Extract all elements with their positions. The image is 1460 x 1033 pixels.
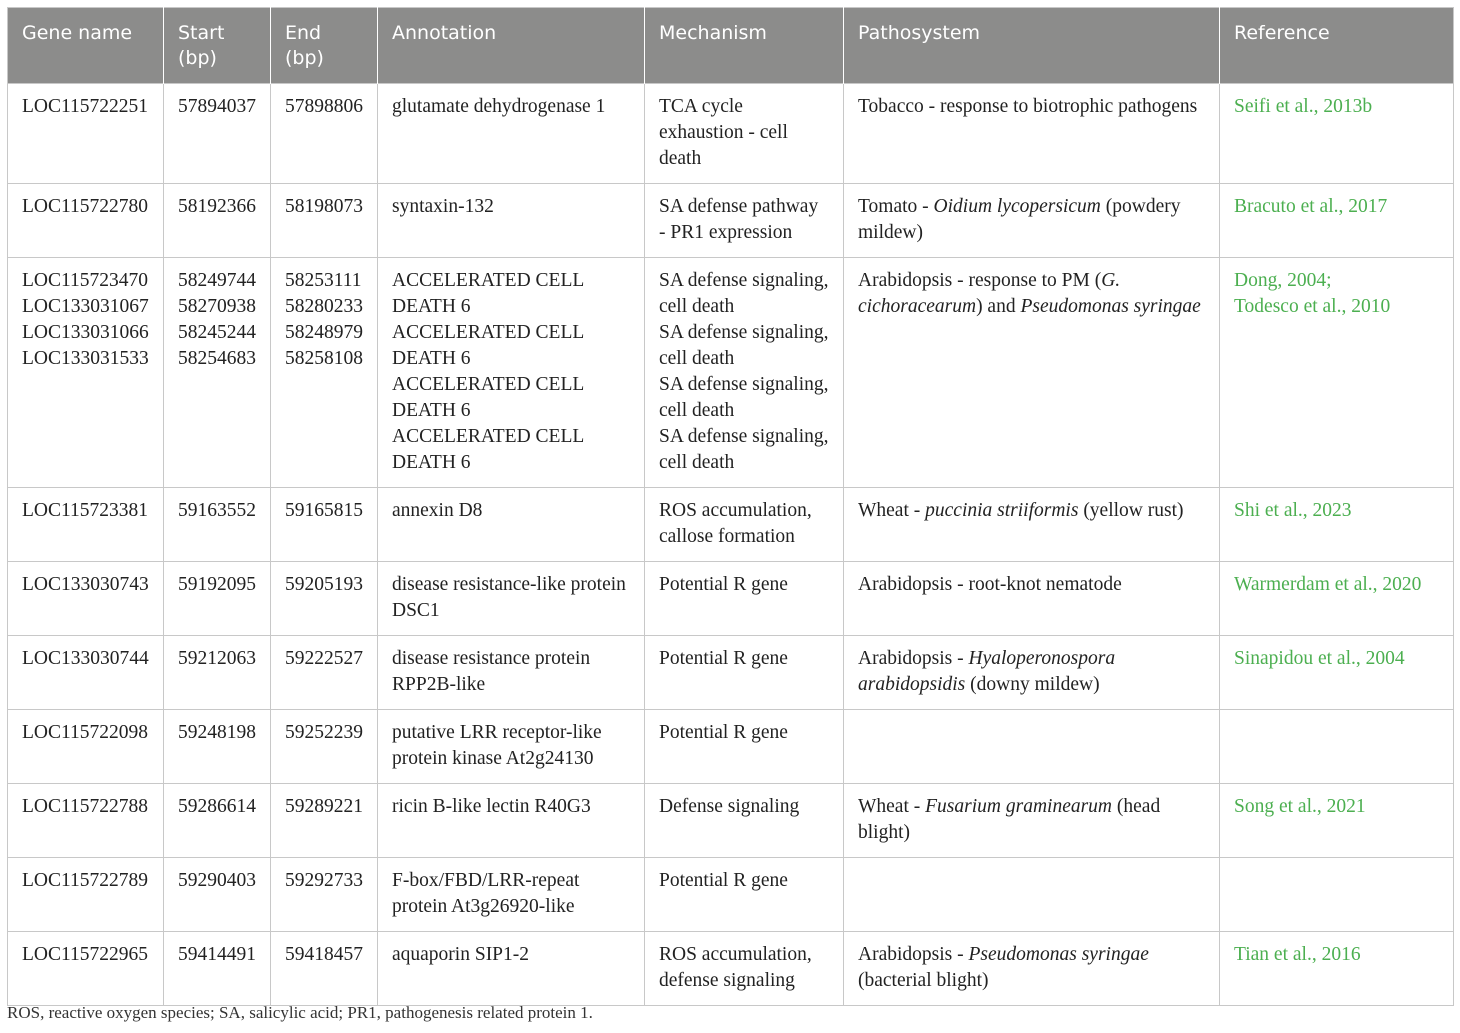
pathosystem-text: (yellow rust) [1078, 500, 1184, 521]
gene-name-cell [8, 858, 164, 932]
gene-name-cell-text: LOC115722965 [22, 944, 149, 965]
end-cell-text: 59292733 [285, 870, 363, 891]
start-cell [164, 84, 271, 184]
start-cell [164, 562, 271, 636]
pathosystem-text: Arabidopsis - [858, 944, 969, 965]
end-cell-text: 57898806 [285, 96, 363, 117]
mechanism-cell-text: Potential R gene [659, 722, 788, 743]
annotation-cell-text: disease resistance protein RPP2B-like [392, 648, 591, 695]
annotation-cell-text: putative LRR receptor-like protein kinase At2g24130 [392, 722, 602, 769]
annotation-cell [378, 258, 645, 488]
gene-name-cell-text: LOC115723381 [22, 500, 149, 521]
reference-cell [1220, 84, 1454, 184]
annotation-cell [378, 858, 645, 932]
annotation-cell [378, 636, 645, 710]
start-cell-text: 59286614 [178, 796, 256, 817]
mechanism-cell-text: ROS accumulation, defense signaling [659, 944, 812, 991]
pathosystem-cell [844, 562, 1220, 636]
table-row [8, 84, 1454, 184]
start-cell [164, 184, 271, 258]
pathosystem-text: Arabidopsis - root-knot nematode [858, 574, 1122, 595]
pathosystem-cell [844, 84, 1220, 184]
end-cell-text: 59418457 [285, 944, 363, 965]
gene-name-cell-text: LOC115722788 [22, 796, 149, 817]
annotation-cell [378, 488, 645, 562]
table-row [8, 710, 1454, 784]
reference-cell [1220, 258, 1454, 488]
table-row [8, 784, 1454, 858]
annotation-cell [378, 184, 645, 258]
pathosystem-cell [844, 636, 1220, 710]
header-gene-name: Gene name [8, 8, 164, 84]
end-cell-text: 59289221 [285, 796, 363, 817]
start-cell [164, 636, 271, 710]
mechanism-cell-text: TCA cycle exhaustion - cell death [659, 96, 788, 169]
gene-name-cell-text: LOC115723470 [22, 270, 149, 291]
end-cell-text: 59222527 [285, 648, 363, 669]
pathosystem-text: Arabidopsis - response to PM ( [858, 270, 1102, 291]
mechanism-cell-text: Potential R gene [659, 870, 788, 891]
start-cell [164, 784, 271, 858]
header-mechanism: Mechanism [645, 8, 844, 84]
annotation-cell-text: syntaxin-132 [392, 196, 494, 217]
table-body [8, 84, 1454, 1006]
annotation-cell [378, 784, 645, 858]
start-cell-text: 58245244 [178, 322, 256, 343]
pathosystem-cell [844, 932, 1220, 1006]
reference-cell-text[interactable]: Bracuto et al., 2017 [1234, 196, 1388, 217]
header-end: End (bp) [271, 8, 378, 84]
gene-name-cell [8, 184, 164, 258]
mechanism-cell-text: SA defense pathway - PR1 expression [659, 196, 819, 243]
pathosystem-cell [844, 710, 1220, 784]
pathosystem-cell [844, 784, 1220, 858]
gene-name-cell [8, 562, 164, 636]
table-row [8, 184, 1454, 258]
pathosystem-text: (powdery mildew) [858, 196, 1181, 243]
mechanism-cell-text: SA defense signaling, cell death [659, 322, 829, 369]
mechanism-cell-text: SA defense signaling, cell death [659, 374, 829, 421]
annotation-cell-text: aquaporin SIP1-2 [392, 944, 530, 965]
pathosystem-cell [844, 858, 1220, 932]
annotation-cell-text: ricin B-like lectin R40G3 [392, 796, 591, 817]
table-row [8, 258, 1454, 488]
table-row [8, 562, 1454, 636]
pathosystem-text: Wheat - [858, 500, 926, 521]
start-cell-text: 59163552 [178, 500, 256, 521]
gene-name-cell-text: LOC133030744 [22, 648, 149, 669]
start-cell-text: 59212063 [178, 648, 256, 669]
pathosystem-text: Arabidopsis - [858, 648, 969, 669]
pathosystem-text: Pseudomonas syringae [968, 944, 1149, 965]
start-cell-text: 58270938 [178, 296, 256, 317]
reference-cell [1220, 710, 1454, 784]
gene-name-cell [8, 84, 164, 184]
end-cell [271, 562, 378, 636]
end-cell-text: 59205193 [285, 574, 363, 595]
reference-cell [1220, 858, 1454, 932]
mechanism-cell-text: Defense signaling [659, 796, 800, 817]
gene-name-cell [8, 488, 164, 562]
gene-name-cell-text: LOC133031533 [22, 348, 149, 369]
end-cell-text: 58248979 [285, 322, 363, 343]
end-cell [271, 258, 378, 488]
end-cell [271, 858, 378, 932]
mechanism-cell [645, 258, 844, 488]
gene-table-container [7, 7, 1453, 1006]
mechanism-cell [645, 858, 844, 932]
reference-cell-text[interactable]: Dong, 2004; [1234, 270, 1332, 291]
gene-name-cell [8, 258, 164, 488]
start-cell-text: 59290403 [178, 870, 256, 891]
pathosystem-text: G. cichoracearum [858, 270, 1121, 317]
pathosystem-text: Oidium lycopersicum [933, 196, 1101, 217]
reference-cell-text[interactable]: Song et al., 2021 [1234, 796, 1366, 817]
mechanism-cell-text: SA defense signaling, cell death [659, 270, 829, 317]
pathosystem-text: Wheat - [858, 796, 926, 817]
start-cell-text: 57894037 [178, 96, 256, 117]
annotation-cell [378, 710, 645, 784]
end-cell-text: 58280233 [285, 296, 363, 317]
table-header-row [8, 8, 1454, 84]
start-cell-text: 59248198 [178, 722, 256, 743]
end-cell-text: 58198073 [285, 196, 363, 217]
gene-name-cell [8, 784, 164, 858]
end-cell [271, 488, 378, 562]
annotation-cell-text: annexin D8 [392, 500, 483, 521]
mechanism-cell-text: Potential R gene [659, 574, 788, 595]
reference-cell [1220, 932, 1454, 1006]
start-cell-text: 58254683 [178, 348, 256, 369]
annotation-cell-text: F-box/FBD/LRR-repeat protein At3g26920-like [392, 870, 580, 917]
annotation-cell-text: ACCELERATED CELL DEATH 6 [392, 322, 584, 369]
end-cell [271, 784, 378, 858]
pathosystem-text: Hyaloperonospora arabidopsidis [858, 648, 1116, 695]
mechanism-cell-text: ROS accumulation, callose formation [659, 500, 812, 547]
mechanism-cell [645, 562, 844, 636]
mechanism-cell-text: SA defense signaling, cell death [659, 426, 829, 473]
reference-cell-text[interactable]: Sinapidou et al., 2004 [1234, 648, 1405, 669]
table-footnote: ROS, reactive oxygen species; SA, salicylic acid; PR1, pathogenesis related protein 1. [7, 1003, 593, 1022]
gene-name-cell [8, 636, 164, 710]
table-row [8, 488, 1454, 562]
gene-name-cell-text: LOC115722789 [22, 870, 149, 891]
end-cell-text: 59252239 [285, 722, 363, 743]
end-cell [271, 932, 378, 1006]
reference-cell [1220, 636, 1454, 710]
annotation-cell [378, 932, 645, 1006]
mechanism-cell [645, 184, 844, 258]
reference-cell-text[interactable]: Warmerdam et al., 2020 [1234, 574, 1422, 595]
reference-cell [1220, 562, 1454, 636]
table-row [8, 932, 1454, 1006]
pathosystem-text: (head blight) [858, 796, 1161, 843]
header-start: Start (bp) [164, 8, 271, 84]
pathosystem-cell [844, 488, 1220, 562]
end-cell [271, 636, 378, 710]
annotation-cell-text: ACCELERATED CELL DEATH 6 [392, 374, 584, 421]
annotation-cell-text: disease resistance-like protein DSC1 [392, 574, 626, 621]
start-cell [164, 932, 271, 1006]
start-cell-text: 59414491 [178, 944, 256, 965]
start-cell [164, 858, 271, 932]
gene-table [7, 7, 1454, 1006]
pathosystem-text: Tobacco - response to biotrophic pathogens [858, 96, 1198, 117]
mechanism-cell [645, 84, 844, 184]
mechanism-cell [645, 932, 844, 1006]
start-cell-text: 59192095 [178, 574, 256, 595]
pathosystem-text: Fusarium graminearum [925, 796, 1113, 817]
gene-name-cell-text: LOC115722098 [22, 722, 149, 743]
gene-name-cell-text: LOC133030743 [22, 574, 149, 595]
start-cell-text: 58249744 [178, 270, 256, 291]
end-cell-text: 58253111 [285, 270, 362, 291]
reference-cell-text[interactable]: Todesco et al., 2010 [1234, 296, 1391, 317]
annotation-cell-text: ACCELERATED CELL DEATH 6 [392, 270, 584, 317]
mechanism-cell [645, 488, 844, 562]
annotation-cell [378, 562, 645, 636]
pathosystem-text: ) and [976, 296, 1021, 317]
pathosystem-cell [844, 258, 1220, 488]
reference-cell-text[interactable]: Shi et al., 2023 [1234, 500, 1352, 521]
start-cell [164, 258, 271, 488]
end-cell [271, 710, 378, 784]
mechanism-cell [645, 784, 844, 858]
reference-cell [1220, 488, 1454, 562]
annotation-cell-text: ACCELERATED CELL DEATH 6 [392, 426, 584, 473]
reference-cell-text[interactable]: Seifi et al., 2013b [1234, 96, 1373, 117]
gene-name-cell [8, 710, 164, 784]
end-cell [271, 184, 378, 258]
gene-name-cell [8, 932, 164, 1006]
gene-name-cell-text: LOC115722780 [22, 196, 149, 217]
pathosystem-cell [844, 184, 1220, 258]
header-annotation: Annotation [378, 8, 645, 84]
start-cell [164, 710, 271, 784]
annotation-cell-text: glutamate dehydrogenase 1 [392, 96, 606, 117]
pathosystem-text: (bacterial blight) [858, 970, 989, 991]
reference-cell [1220, 184, 1454, 258]
gene-name-cell-text: LOC133031066 [22, 322, 149, 343]
mechanism-cell-text: Potential R gene [659, 648, 788, 669]
pathosystem-text: Tomato - [858, 196, 934, 217]
mechanism-cell [645, 710, 844, 784]
end-cell [271, 84, 378, 184]
end-cell-text: 58258108 [285, 348, 363, 369]
pathosystem-text: puccinia striiformis [925, 500, 1079, 521]
mechanism-cell [645, 636, 844, 710]
gene-name-cell-text: LOC115722251 [22, 96, 149, 117]
header-pathosystem: Pathosystem [844, 8, 1220, 84]
pathosystem-text: Pseudomonas syringae [1020, 296, 1201, 317]
pathosystem-text: (downy mildew) [965, 674, 1100, 695]
table-row [8, 858, 1454, 932]
reference-cell-text[interactable]: Tian et al., 2016 [1234, 944, 1361, 965]
start-cell-text: 58192366 [178, 196, 256, 217]
gene-name-cell-text: LOC133031067 [22, 296, 149, 317]
annotation-cell [378, 84, 645, 184]
header-reference: Reference [1220, 8, 1454, 84]
table-row [8, 636, 1454, 710]
start-cell [164, 488, 271, 562]
reference-cell [1220, 784, 1454, 858]
end-cell-text: 59165815 [285, 500, 363, 521]
